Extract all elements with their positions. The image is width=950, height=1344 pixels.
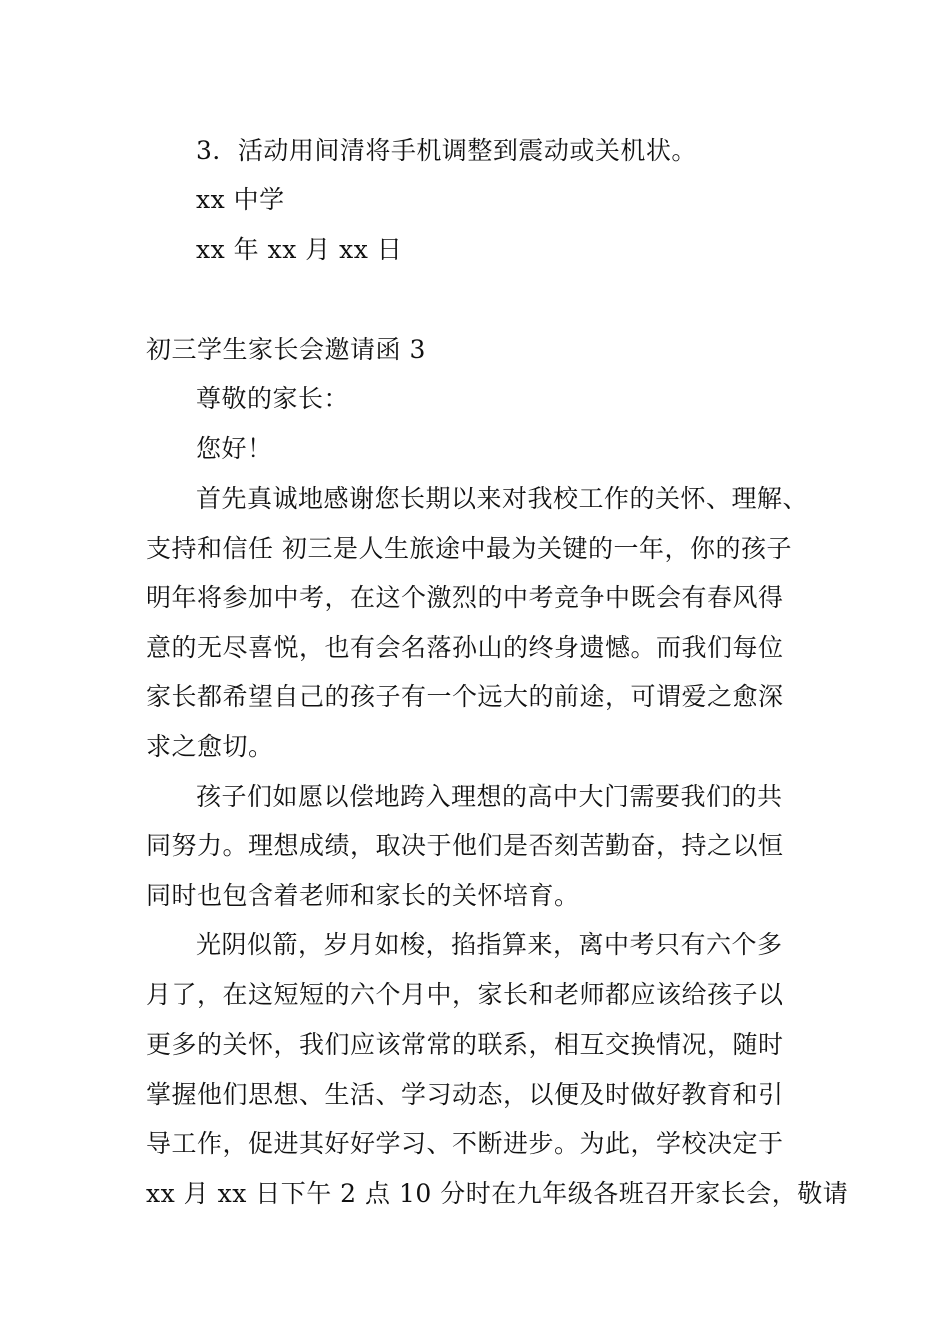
section-title: 初三学生家长会邀请函 3 <box>146 335 426 364</box>
paragraph2-line: 同努力。理想成绩，取决于他们是否刻苦勤奋，持之以恒 <box>146 831 784 860</box>
paragraph3-line: xx 月 xx 日下午 2 点 10 分时在九年级各班召开家长会，敬请 <box>146 1179 849 1208</box>
paragraph3-line: 月了，在这短短的六个月中，家长和老师都应该给孩子以 <box>146 980 784 1009</box>
signature-date: xx 年 xx 月 xx 日 <box>196 235 403 264</box>
paragraph2-line: 孩子们如愿以偿地跨入理想的高中大门需要我们的共 <box>196 782 783 811</box>
paragraph1-line: 支持和信任 初三是人生旅途中最为关键的一年，你的孩子 <box>146 534 792 563</box>
paragraph1-line: 明年将参加中考，在这个激烈的中考竞争中既会有春风得 <box>146 583 784 612</box>
signature-school: xx 中学 <box>196 185 285 214</box>
paragraph1-line: 家长都希望自己的孩子有一个远大的前途，可谓爱之愈深 <box>146 682 784 711</box>
paragraph3-line: 更多的关怀，我们应该常常的联系，相互交换情况，随时 <box>146 1030 784 1059</box>
paragraph3-line: 掌握他们思想、生活、学习动态，以便及时做好教育和引 <box>146 1080 784 1109</box>
paragraph3-line: 导工作，促进其好好学习、不断进步。为此，学校决定于 <box>146 1129 784 1158</box>
paragraph1-line: 求之愈切。 <box>146 732 274 761</box>
paragraph3-line: 光阴似箭，岁月如梭，掐指算来，离中考只有六个多 <box>196 930 783 959</box>
paragraph1-line: 意的无尽喜悦，也有会名落孙山的终身遗憾。而我们每位 <box>146 633 784 662</box>
salutation: 尊敬的家长： <box>196 384 350 413</box>
paragraph1-line: 首先真诚地感谢您长期以来对我校工作的关怀、理解、 <box>196 484 809 513</box>
greeting: 您好！ <box>196 434 273 463</box>
notice-item-3: 3．活动用间清将手机调整到震动或关机状。 <box>196 136 697 165</box>
paragraph2-line: 同时也包含着老师和家长的关怀培育。 <box>146 881 580 910</box>
